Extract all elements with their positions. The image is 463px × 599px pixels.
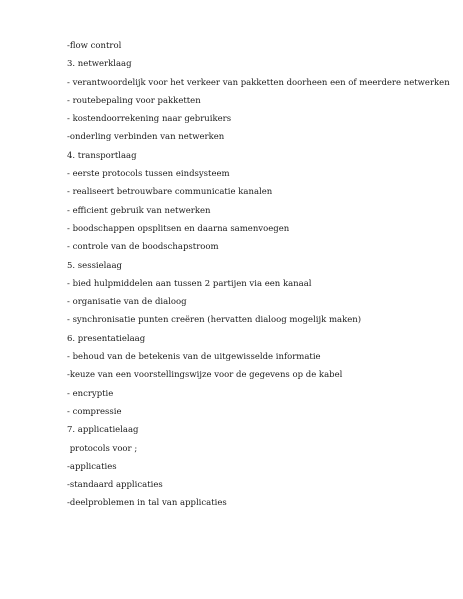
text-line: - boodschappen opsplitsen en daarna samenvoegen: [67, 223, 290, 234]
section-heading: 4. transportlaag: [67, 150, 137, 161]
document-body: [67, 37, 450, 513]
text-line: -flow control: [67, 41, 122, 51]
text-line: - behoud van de betekenis van de uitgewisselde informatie: [67, 352, 321, 363]
text-line: - kostendoorrekening naar gebruikers: [67, 114, 232, 125]
text-line: protocols voor ;: [67, 443, 138, 454]
section-heading: 3. netwerklaag: [67, 59, 132, 70]
text-line: -keuze van een voorstellingswijze voor de gegevens op de kabel: [67, 370, 343, 381]
text-line: - compressie: [67, 406, 122, 417]
text-line: - bied hulpmiddelen aan tussen 2 partijen via een kanaal: [67, 278, 312, 289]
text-line: -applicaties: [67, 461, 117, 472]
text-line: - synchronisatie punten creëren (hervatten dialoog mogelijk maken): [67, 315, 362, 326]
text-line: - organisatie van de dialoog: [67, 297, 187, 308]
section-heading: 7. applicatielaag: [67, 425, 139, 436]
text-line: - eerste protocols tussen eindsysteem: [67, 169, 230, 180]
text-line: - controle van de boodschapstroom: [67, 242, 219, 253]
text-line: - verantwoordelijk voor het verkeer van pakketten doorheen een of meerdere netwerken: [67, 77, 450, 88]
section-heading: 5. sessielaag: [67, 260, 122, 271]
text-line: -standaard applicaties: [67, 480, 163, 491]
text-line: - realiseert betrouwbare communicatie kanalen: [67, 187, 273, 198]
text-line: - encryptie: [67, 388, 114, 399]
text-line: -onderling verbinden van netwerken: [67, 132, 225, 143]
text-line: -deelproblemen in tal van applicaties: [67, 498, 227, 509]
section-heading: 6. presentatielaag: [67, 333, 146, 344]
text-line: - efficient gebruik van netwerken: [67, 205, 211, 216]
text-line: - routebepaling voor pakketten: [67, 95, 201, 106]
